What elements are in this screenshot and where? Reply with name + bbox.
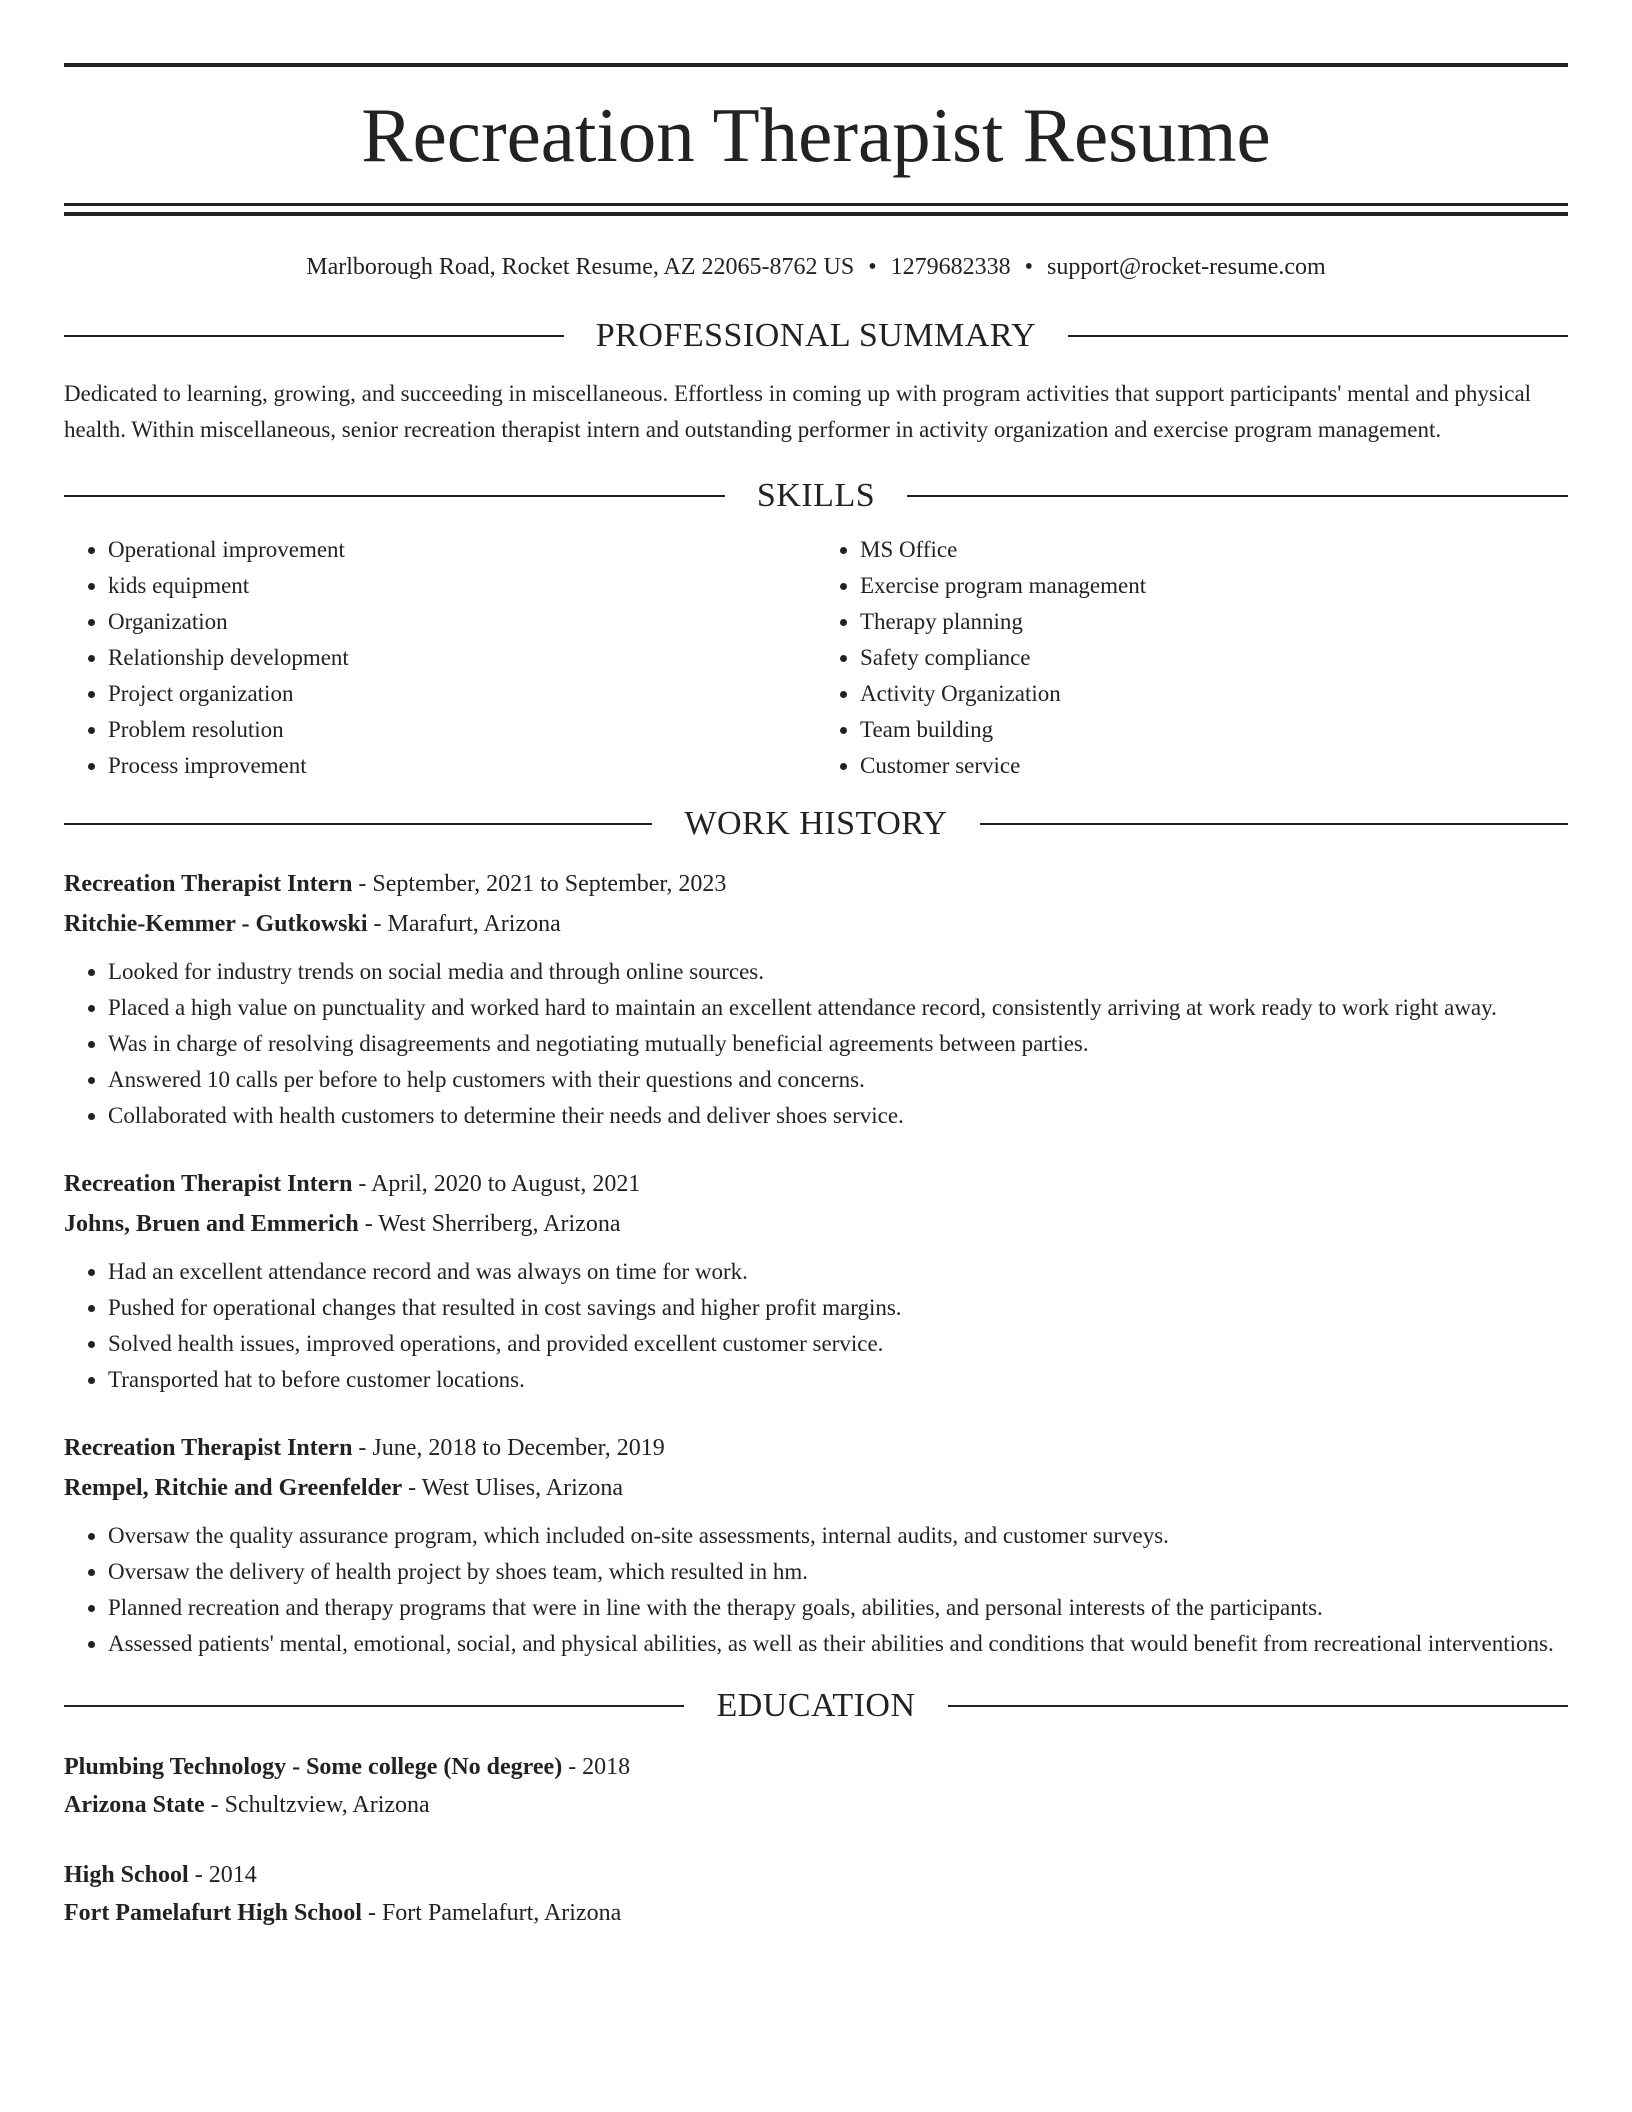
job-bullet: • Assessed patients' mental, emotional, social, and physical abilities, as well as their abilities and conditions that would benefit from recreational interventions. xyxy=(108,1626,1568,1662)
education-year: - 2018 xyxy=(562,1754,631,1780)
skill-item: • Team building xyxy=(860,712,1568,748)
top-rule xyxy=(64,63,1568,67)
contact-line xyxy=(64,250,1568,284)
job-bullet: • Transported hat to before customer locations. xyxy=(108,1362,1568,1398)
skills-column-left xyxy=(64,532,816,784)
job-title: Recreation Therapist Intern xyxy=(64,1435,353,1461)
job-entry xyxy=(64,1428,1568,1662)
job-entry xyxy=(64,1164,1568,1398)
job-bullets xyxy=(64,954,1568,1134)
job-company-line xyxy=(64,1468,1568,1508)
section-header-summary xyxy=(64,308,1568,364)
job-bullet: • Had an excellent attendance record and was always on time for work. xyxy=(108,1254,1568,1290)
education-school: Arizona State xyxy=(64,1792,205,1818)
skill-item: • Operational improvement xyxy=(108,532,816,568)
job-company-line xyxy=(64,1204,1568,1244)
job-dates: - April, 2020 to August, 2021 xyxy=(352,1171,641,1197)
section-rule xyxy=(1068,335,1568,337)
contact-email: support@rocket-resume.com xyxy=(1047,254,1326,280)
job-dates: - September, 2021 to September, 2023 xyxy=(352,871,727,897)
skill-item: • Organization xyxy=(108,604,816,640)
section-rule xyxy=(980,823,1568,825)
job-bullet: • Looked for industry trends on social media and through online sources. xyxy=(108,954,1568,990)
section-rule xyxy=(64,335,564,337)
skill-item: • Activity Organization xyxy=(860,676,1568,712)
job-company: Rempel, Ritchie and Greenfelder xyxy=(64,1475,403,1501)
education-entry xyxy=(64,1856,1568,1932)
education-school-line xyxy=(64,1786,1568,1824)
skill-item: • Process improvement xyxy=(108,748,816,784)
education-entry xyxy=(64,1748,1568,1824)
section-header-skills xyxy=(64,468,1568,524)
skills-column-right xyxy=(816,532,1568,784)
section-rule xyxy=(64,495,725,497)
education-degree-line xyxy=(64,1748,1568,1786)
job-title-line xyxy=(64,1164,1568,1204)
education-school: Fort Pamelafurt High School xyxy=(64,1900,362,1926)
contact-address: Marlborough Road, Rocket Resume, AZ 22065-8762 US xyxy=(306,254,855,280)
job-bullet: • Answered 10 calls per before to help customers with their questions and concerns. xyxy=(108,1062,1568,1098)
job-bullet: • Oversaw the delivery of health project by shoes team, which resulted in hm. xyxy=(108,1554,1568,1590)
skill-item: • Project organization xyxy=(108,676,816,712)
job-bullet: • Placed a high value on punctuality and worked hard to maintain an excellent attendance record, consistently arriving at work ready to work right away. xyxy=(108,990,1568,1026)
page-title: Recreation Therapist Resume xyxy=(361,92,1271,178)
section-title-skills: SKILLS xyxy=(756,477,876,514)
job-bullet: • Was in charge of resolving disagreements and negotiating mutually beneficial agreements between parties. xyxy=(108,1026,1568,1062)
education-year: - 2014 xyxy=(188,1862,257,1888)
resume-content xyxy=(64,0,1568,1932)
job-company: Johns, Bruen and Emmerich xyxy=(64,1211,359,1237)
job-location: - West Sherriberg, Arizona xyxy=(358,1211,621,1237)
skill-item: • Customer service xyxy=(860,748,1568,784)
job-bullets xyxy=(64,1254,1568,1398)
job-dates: - June, 2018 to December, 2019 xyxy=(352,1435,665,1461)
job-bullet: • Oversaw the quality assurance program, which included on-site assessments, internal audits, and customer surveys. xyxy=(108,1518,1568,1554)
job-location: - West Ulises, Arizona xyxy=(402,1475,624,1501)
skill-item: • MS Office xyxy=(860,532,1568,568)
education-degree-line xyxy=(64,1856,1568,1894)
section-rule xyxy=(907,495,1568,497)
education-school-line xyxy=(64,1894,1568,1932)
skill-item: • Relationship development xyxy=(108,640,816,676)
education-degree: High School xyxy=(64,1862,189,1888)
job-title-line xyxy=(64,1428,1568,1468)
skill-item: • kids equipment xyxy=(108,568,816,604)
job-bullet: • Pushed for operational changes that resulted in cost savings and higher profit margins. xyxy=(108,1290,1568,1326)
section-title-work: WORK HISTORY xyxy=(684,805,948,842)
job-bullet: • Collaborated with health customers to determine their needs and deliver shoes service. xyxy=(108,1098,1568,1134)
education-location: - Schultzview, Arizona xyxy=(204,1792,430,1818)
summary-text: Dedicated to learning, growing, and succeeding in miscellaneous. Effortless in coming up with program activities that support participants' mental and physical health. Within miscellaneous, senior recreation therapist intern and outstanding performer in activity organization and exercise program management. xyxy=(64,381,1532,442)
title-double-rule xyxy=(64,203,1568,216)
section-title-summary: PROFESSIONAL SUMMARY xyxy=(595,317,1037,354)
job-location: - Marafurt, Arizona xyxy=(367,911,561,937)
section-rule xyxy=(948,1705,1568,1707)
job-company-line xyxy=(64,904,1568,944)
skills-list xyxy=(64,532,1568,784)
job-entry xyxy=(64,864,1568,1134)
job-title: Recreation Therapist Intern xyxy=(64,871,353,897)
section-rule xyxy=(64,1705,684,1707)
job-bullet: • Planned recreation and therapy programs that were in line with the therapy goals, abilities, and personal interests of the participants. xyxy=(108,1590,1568,1626)
job-title: Recreation Therapist Intern xyxy=(64,1171,353,1197)
section-title-education: EDUCATION xyxy=(716,1687,916,1724)
skill-item: • Exercise program management xyxy=(860,568,1568,604)
job-bullets xyxy=(64,1518,1568,1662)
contact-phone: 1279682338 xyxy=(890,254,1011,280)
education-degree: Plumbing Technology - Some college (No degree) xyxy=(64,1754,563,1780)
job-bullet: • Solved health issues, improved operations, and provided excellent customer service. xyxy=(108,1326,1568,1362)
contact-separator: • xyxy=(1024,254,1034,280)
section-rule xyxy=(64,823,652,825)
skill-item: • Problem resolution xyxy=(108,712,816,748)
job-company: Ritchie-Kemmer - Gutkowski xyxy=(64,911,368,937)
skill-item: • Therapy planning xyxy=(860,604,1568,640)
section-header-work xyxy=(64,796,1568,852)
skill-item: • Safety compliance xyxy=(860,640,1568,676)
contact-separator: • xyxy=(868,254,877,280)
section-header-education xyxy=(64,1678,1568,1734)
education-location: - Fort Pamelafurt, Arizona xyxy=(361,1900,622,1926)
job-title-line xyxy=(64,864,1568,904)
